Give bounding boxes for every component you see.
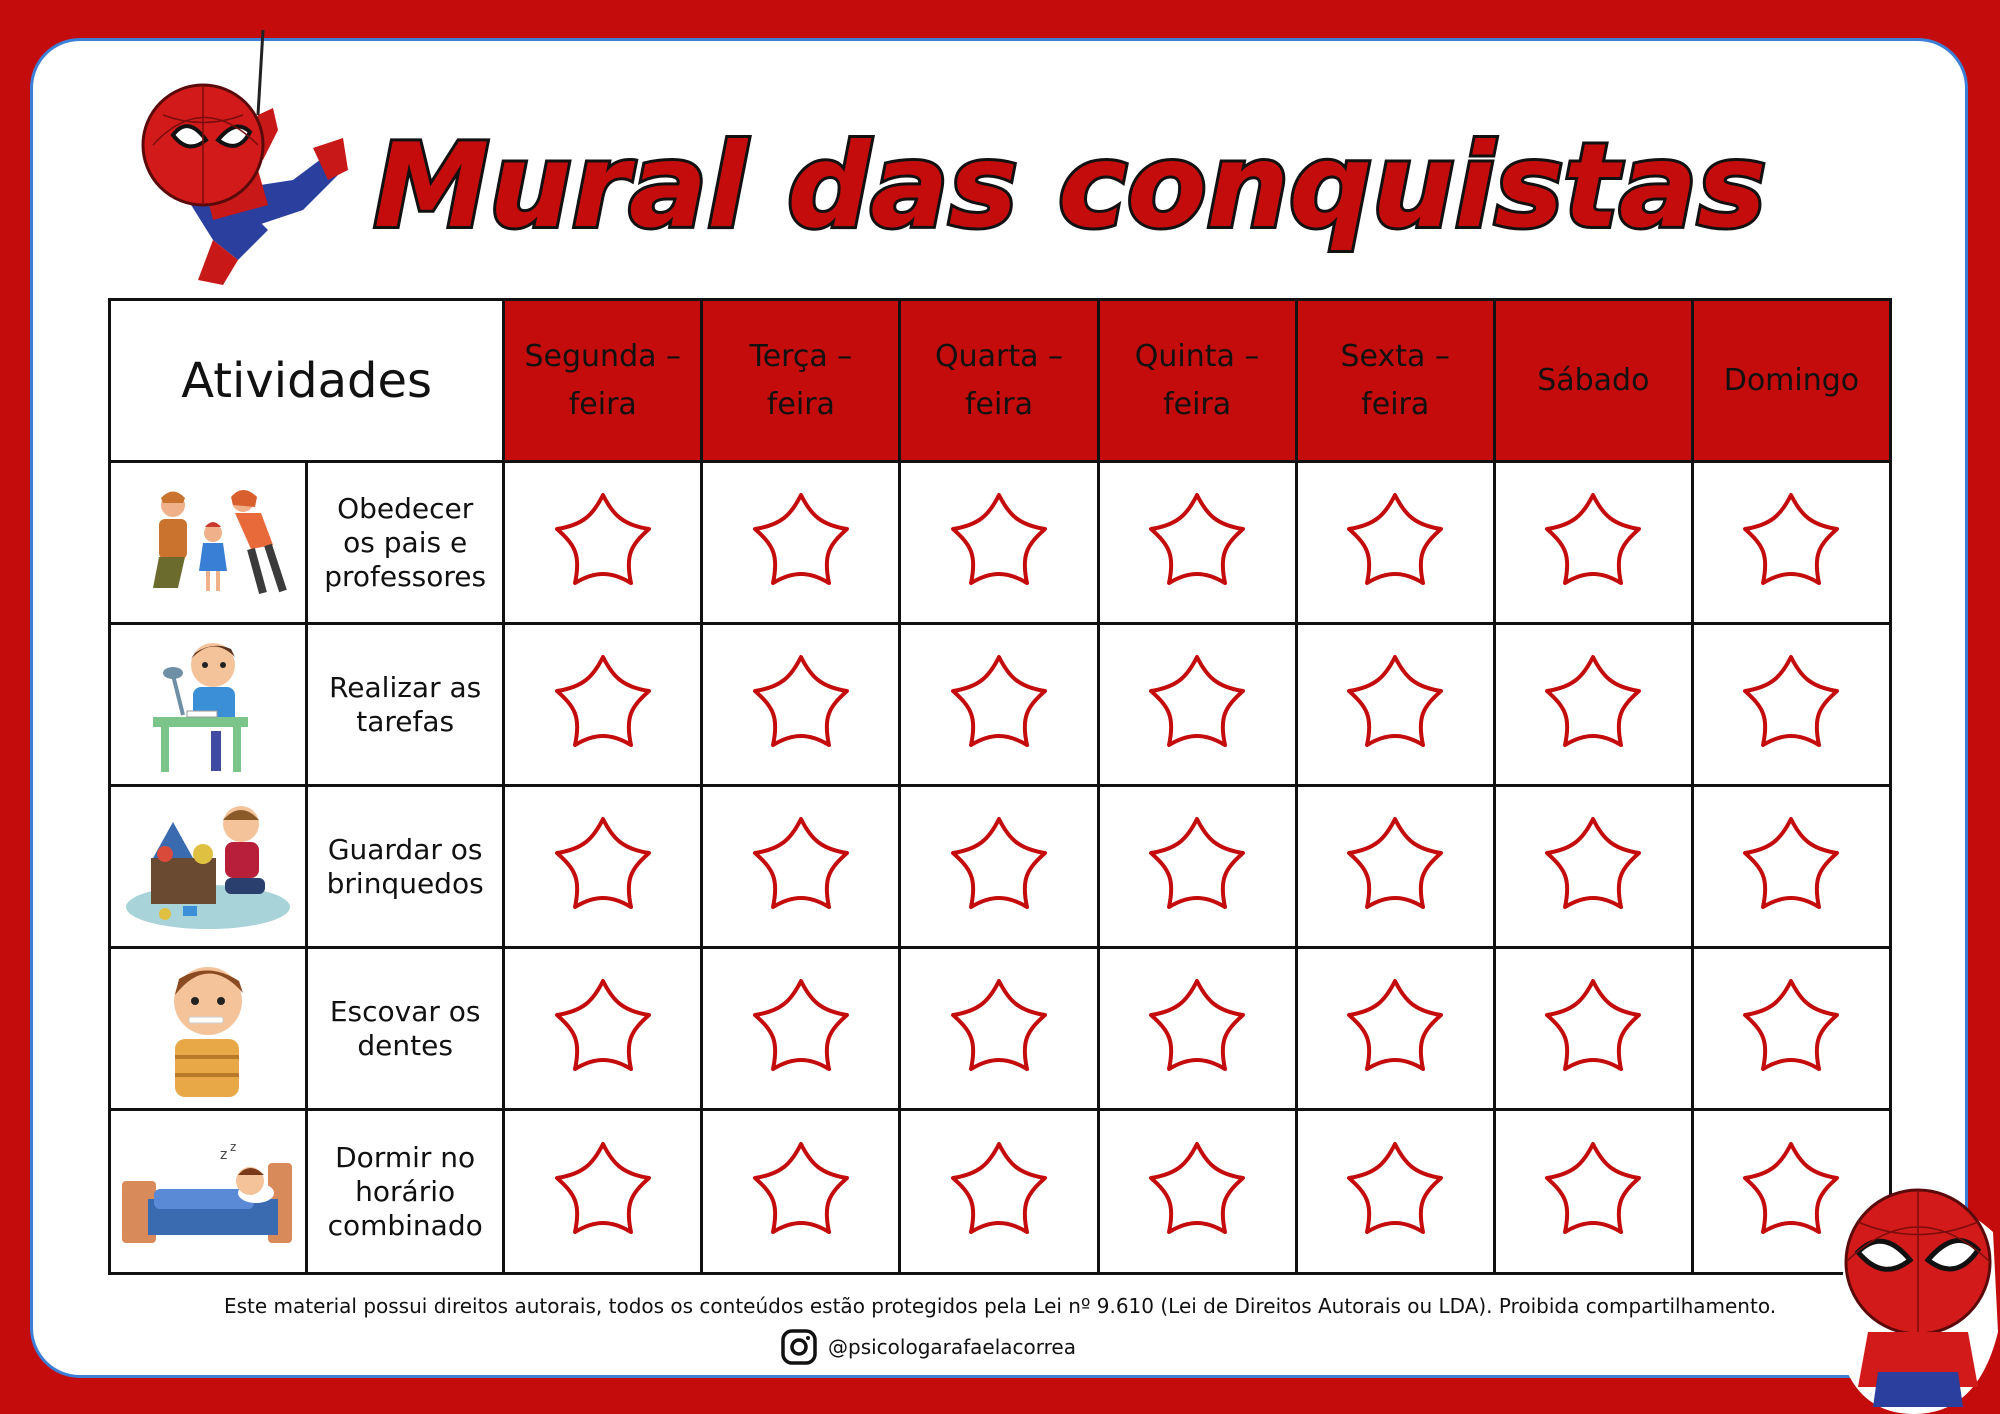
day-header-thursday: Quinta – feira [1098, 300, 1296, 462]
star-checkbox[interactable] [900, 786, 1098, 948]
star-icon [1745, 1144, 1837, 1232]
day-header-monday: Segunda – feira [504, 300, 702, 462]
star-icon [755, 981, 847, 1069]
spider-hero-illustration-bottom [1828, 1172, 2000, 1414]
spider-hero-illustration-top [118, 30, 348, 290]
star-checkbox[interactable] [1692, 786, 1890, 948]
instagram-handle-text: @psicologarafaelacorrea [828, 1335, 1076, 1359]
star-checkbox[interactable] [900, 1110, 1098, 1274]
star-icon [1547, 495, 1639, 583]
activity-row [110, 624, 1891, 786]
star-icon [1349, 495, 1441, 583]
star-icon [1745, 495, 1837, 583]
star-checkbox[interactable] [1296, 624, 1494, 786]
star-checkbox[interactable] [900, 624, 1098, 786]
star-icon [1745, 819, 1837, 907]
star-icon [1349, 657, 1441, 745]
star-checkbox[interactable] [504, 948, 702, 1110]
star-checkbox[interactable] [1692, 624, 1890, 786]
activity-row [110, 1110, 1891, 1274]
star-checkbox[interactable] [504, 462, 702, 624]
star-icon [755, 1144, 847, 1232]
star-icon [1547, 1144, 1639, 1232]
activity-label: Guardar os brinquedos [307, 786, 504, 948]
star-checkbox[interactable] [1692, 948, 1890, 1110]
star-checkbox[interactable] [1494, 948, 1692, 1110]
instagram-handle[interactable] [780, 1326, 1076, 1368]
star-checkbox[interactable] [504, 624, 702, 786]
star-icon [953, 1144, 1045, 1232]
star-checkbox[interactable] [1296, 786, 1494, 948]
star-icon [1349, 981, 1441, 1069]
star-icon [1151, 657, 1243, 745]
day-header-wednesday: Quarta – feira [900, 300, 1098, 462]
activity-label: Escovar os dentes [307, 948, 504, 1110]
star-icon [1151, 819, 1243, 907]
star-checkbox[interactable] [900, 948, 1098, 1110]
day-header-sunday: Domingo [1692, 300, 1890, 462]
family-illustration [110, 462, 307, 624]
star-icon [1349, 819, 1441, 907]
star-icon [1745, 981, 1837, 1069]
achievement-chart [108, 298, 1892, 1275]
toothbrush-illustration [110, 948, 307, 1110]
star-checkbox[interactable] [702, 462, 900, 624]
star-icon [953, 495, 1045, 583]
star-checkbox[interactable] [1098, 624, 1296, 786]
star-checkbox[interactable] [1098, 462, 1296, 624]
star-checkbox[interactable] [702, 786, 900, 948]
activity-label: Obedecer os pais e professores [307, 462, 504, 624]
star-checkbox[interactable] [1494, 1110, 1692, 1274]
star-icon [557, 495, 649, 583]
toys-illustration [110, 786, 307, 948]
day-header-saturday: Sábado [1494, 300, 1692, 462]
star-checkbox[interactable] [1098, 786, 1296, 948]
star-icon [1547, 819, 1639, 907]
star-icon [1547, 657, 1639, 745]
star-icon [953, 657, 1045, 745]
star-icon [1547, 981, 1639, 1069]
day-header-tuesday: Terça – feira [702, 300, 900, 462]
star-checkbox[interactable] [702, 948, 900, 1110]
star-checkbox[interactable] [1692, 462, 1890, 624]
svg-text:z: z [230, 1139, 237, 1154]
star-icon [557, 657, 649, 745]
star-icon [755, 657, 847, 745]
star-checkbox[interactable] [504, 1110, 702, 1274]
svg-text:Mural das conquistas: Mural das conquistas [373, 119, 1767, 254]
copyright-notice: Este material possui direitos autorais, todos os conteúdos estão protegidos pela Lei nº 9.610 (Lei de Direitos Autorais ou LDA). Proibida compartilhamento. [223, 1294, 1777, 1318]
activity-label: Dormir no horário combinado [307, 1110, 504, 1274]
star-icon [1349, 1144, 1441, 1232]
star-checkbox[interactable] [1296, 1110, 1494, 1274]
star-icon [755, 819, 847, 907]
day-header-friday: Sexta – feira [1296, 300, 1494, 462]
activity-row [110, 462, 1891, 624]
star-checkbox[interactable] [1098, 1110, 1296, 1274]
star-icon [1151, 981, 1243, 1069]
star-icon [557, 1144, 649, 1232]
star-checkbox[interactable] [1296, 462, 1494, 624]
star-checkbox[interactable] [702, 1110, 900, 1274]
star-checkbox[interactable] [702, 624, 900, 786]
homework-illustration [110, 624, 307, 786]
page-title [373, 108, 1767, 258]
activity-row [110, 786, 1891, 948]
star-icon [953, 819, 1045, 907]
activity-label: Realizar as tarefas [307, 624, 504, 786]
star-icon [1151, 495, 1243, 583]
instagram-icon [780, 1328, 818, 1366]
star-checkbox[interactable] [1494, 624, 1692, 786]
star-icon [755, 495, 847, 583]
star-checkbox[interactable] [900, 462, 1098, 624]
sleeping-illustration [110, 1110, 307, 1274]
star-checkbox[interactable] [1296, 948, 1494, 1110]
svg-text:z: z [220, 1146, 228, 1163]
activity-row [110, 948, 1891, 1110]
star-icon [557, 819, 649, 907]
star-checkbox[interactable] [1098, 948, 1296, 1110]
star-checkbox[interactable] [1494, 462, 1692, 624]
star-icon [1151, 1144, 1243, 1232]
star-checkbox[interactable] [1494, 786, 1692, 948]
star-icon [1745, 657, 1837, 745]
star-icon [953, 981, 1045, 1069]
star-checkbox[interactable] [504, 786, 702, 948]
star-icon [557, 981, 649, 1069]
activities-header: Atividades [110, 300, 504, 462]
